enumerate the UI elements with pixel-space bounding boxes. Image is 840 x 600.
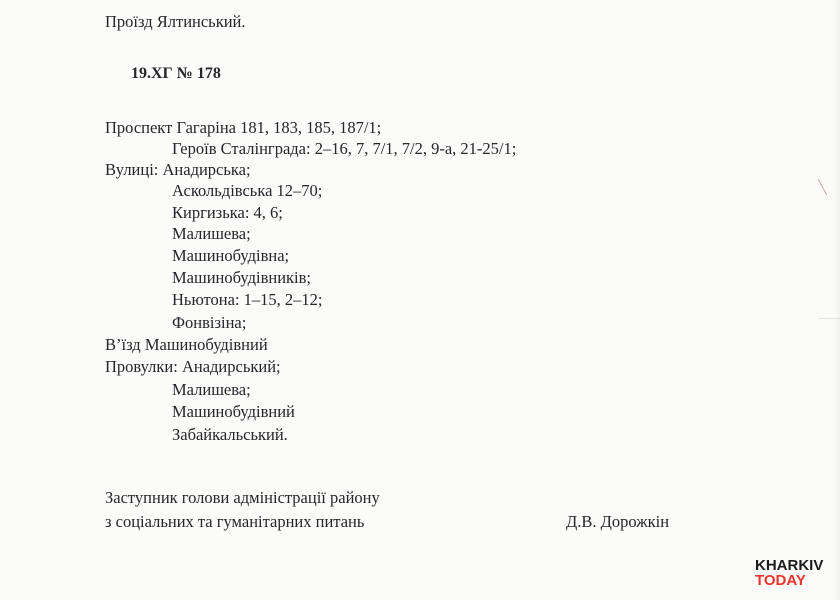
page-edge-shadow — [834, 0, 840, 600]
watermark-line2: TODAY — [755, 572, 806, 589]
streets-label-line: Вулиці: Анадирська; — [105, 160, 251, 179]
lane-line: Забайкальський. — [172, 425, 288, 444]
street-line: Машинобудівна; — [172, 246, 290, 265]
signatory-name: Д.В. Дорожкін — [566, 512, 670, 531]
lane-line: Малишева; — [172, 380, 251, 399]
avenue-line: Героїв Сталінграда: 2–16, 7, 7/1, 7/2, 9-а, 21-25/1; — [172, 139, 517, 158]
lane-line: Машинобудівний — [172, 402, 295, 421]
street-line: Малишева; — [172, 224, 251, 243]
street-line: Ньютона: 1–15, 2–12; — [172, 290, 323, 309]
kharkiv-today-watermark — [755, 558, 835, 588]
lanes-label-line: Провулки: Анадирський; — [105, 357, 281, 376]
signatory-title-line2: з соціальних та гуманітарних питань — [105, 512, 365, 531]
entry-line: В’їзд Машинобудівний — [105, 335, 268, 354]
signatory-title-line1: Заступник голови адміністрації району — [105, 488, 380, 507]
street-line: Аскольдівська 12–70; — [172, 181, 323, 200]
avenue-line: Проспект Гагаріна 181, 183, 185, 187/1; — [105, 118, 382, 137]
street-line: Киргизька: 4, 6; — [172, 203, 283, 222]
watermark-line1: KHARKIV — [755, 557, 824, 574]
street-line: Машинобудівників; — [172, 268, 311, 287]
passage-heading: Проїзд Ялтинський. — [105, 12, 246, 31]
street-line: Фонвізіна; — [172, 313, 247, 332]
scan-mark — [818, 179, 827, 195]
section-number: 19.ХГ № 178 — [131, 65, 221, 82]
